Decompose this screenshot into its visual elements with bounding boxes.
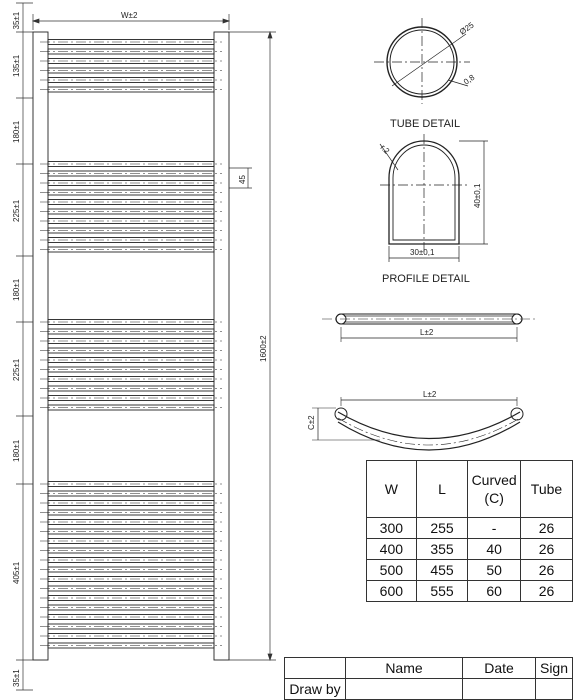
curve-depth-label: C±2 xyxy=(307,415,316,430)
cell: 555 xyxy=(416,581,468,602)
cell: 26 xyxy=(520,560,572,581)
curved-length-label: L±2 xyxy=(423,390,437,399)
signoff-table xyxy=(284,657,573,700)
right-upright xyxy=(214,32,229,660)
cell: 60 xyxy=(468,581,521,602)
radiator-front-view xyxy=(33,32,229,660)
profile-height-label: 40±0,1 xyxy=(473,183,482,208)
col-tube: Tube xyxy=(520,461,572,518)
height-label: 1600±2 xyxy=(259,335,268,362)
width-label: W±2 xyxy=(121,11,138,20)
profile-detail xyxy=(380,134,488,262)
signoff-date-header: Date xyxy=(463,658,536,679)
straight-length-label: L±2 xyxy=(420,328,434,337)
col-l: L xyxy=(416,461,468,518)
segment-dimension-label: 225±1 xyxy=(12,199,21,222)
segment-dimension-label: 180±1 xyxy=(12,278,21,301)
cell: 400 xyxy=(367,539,417,560)
segment-dimension-label: 35±1 xyxy=(12,11,21,30)
spec-header-row xyxy=(367,461,573,518)
signoff-header-row xyxy=(285,658,573,679)
profile-detail-title: PROFILE DETAIL xyxy=(382,273,470,285)
spec-table xyxy=(366,460,573,602)
cell: 500 xyxy=(367,560,417,581)
cell: 50 xyxy=(468,560,521,581)
segment-dimension-label: 180±1 xyxy=(12,120,21,143)
segment-dimension-label: 135±1 xyxy=(12,54,21,77)
signoff-sign-header: Sign xyxy=(536,658,573,679)
signoff-name-header: Name xyxy=(346,658,463,679)
cell: 26 xyxy=(520,518,572,539)
cell: 26 xyxy=(520,539,572,560)
cell: 300 xyxy=(367,518,417,539)
tube-wall-label: 0,8 xyxy=(461,72,477,87)
segment-dimension-label: 180±1 xyxy=(12,439,21,462)
table-row xyxy=(367,581,573,602)
cell: 40 xyxy=(468,539,521,560)
tube-detail xyxy=(374,18,470,104)
draw-by-date-cell[interactable] xyxy=(463,679,536,700)
tube-diameter-label: Ø25 xyxy=(457,20,476,37)
col-w: W xyxy=(367,461,417,518)
cell: 455 xyxy=(416,560,468,581)
segment-dimension-label: 35±1 xyxy=(12,669,21,687)
spacing-label: 45 xyxy=(238,175,247,184)
left-upright xyxy=(33,32,48,660)
draw-by-label: Draw by xyxy=(285,679,346,700)
height-dimension xyxy=(229,32,276,660)
rail-bars xyxy=(40,40,222,649)
left-dimension-labels xyxy=(12,11,21,687)
tube-detail-title: TUBE DETAIL xyxy=(390,118,461,130)
curved-bar-view xyxy=(312,397,523,450)
table-row xyxy=(367,560,573,581)
profile-width-label: 30±0,1 xyxy=(410,248,435,257)
table-row xyxy=(367,539,573,560)
draw-by-name-cell[interactable] xyxy=(346,679,463,700)
cell: 26 xyxy=(520,581,572,602)
col-curved: Curved (C) xyxy=(468,461,521,518)
left-dimension-chain xyxy=(16,3,33,690)
profile-radius-label: r.2 xyxy=(378,143,392,156)
signoff-corner xyxy=(285,658,346,679)
signoff-row xyxy=(285,679,573,700)
table-row xyxy=(367,518,573,539)
cell: 355 xyxy=(416,539,468,560)
cell: - xyxy=(468,518,521,539)
draw-by-sign-cell[interactable] xyxy=(536,679,573,700)
segment-dimension-label: 405±1 xyxy=(12,561,21,584)
cell: 255 xyxy=(416,518,468,539)
cell: 600 xyxy=(367,581,417,602)
segment-dimension-label: 225±1 xyxy=(12,358,21,381)
